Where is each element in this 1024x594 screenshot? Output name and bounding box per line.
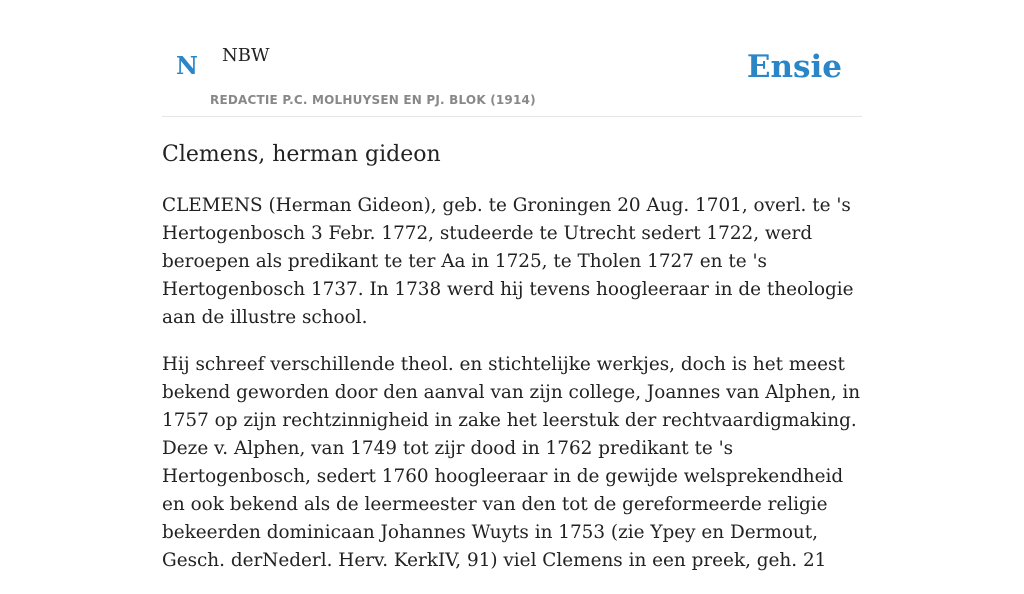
publication-name[interactable]: NBW bbox=[222, 45, 270, 66]
publication-logo[interactable]: N bbox=[176, 51, 198, 80]
publication-subtitle: REDACTIE P.C. MOLHUYSEN EN PJ. BLOK (1914) bbox=[210, 93, 536, 107]
page-title: Clemens, herman gideon bbox=[162, 142, 441, 167]
article-paragraph: Hij schreef verschillende theol. en stichtelijke werkjes, doch is het meest bekend geworden door den aanval van zijn college, Joannes van Alphen, in 1757 op zijn rechtzinnigheid in zake het leerstuk der rechtvaardigmaking. Deze v. Alphen, van 1749 tot zijr dood in 1762 predikant te 's Hertogenbosch, sedert 1760 hoogleeraar in de gewijde welsprekendheid en ook bekend als de leermeester van den tot de gereformeerde religie bekeerden dominicaan Johannes Wuyts in 1753 (zie Ypey en Dermout, Gesch. derNederl. Herv. KerkIV, 91) viel Clemens in een preek, geh. 21 bbox=[162, 354, 861, 571]
article-body bbox=[162, 192, 862, 594]
brand-logo[interactable]: Ensie bbox=[746, 49, 842, 85]
article-paragraph: CLEMENS (Herman Gideon), geb. te Groningen 20 Aug. 1701, overl. te 's Hertogenbosch 3 Febr. 1772, studeerde te Utrecht sedert 1722, werd beroepen als predikant te ter Aa in 1725, te Tholen 1727 en te 's Hertogenbosch 1737. In 1738 werd hij tevens hoogleeraar in de theologie aan de illustre school. bbox=[162, 195, 854, 328]
header bbox=[162, 0, 862, 117]
